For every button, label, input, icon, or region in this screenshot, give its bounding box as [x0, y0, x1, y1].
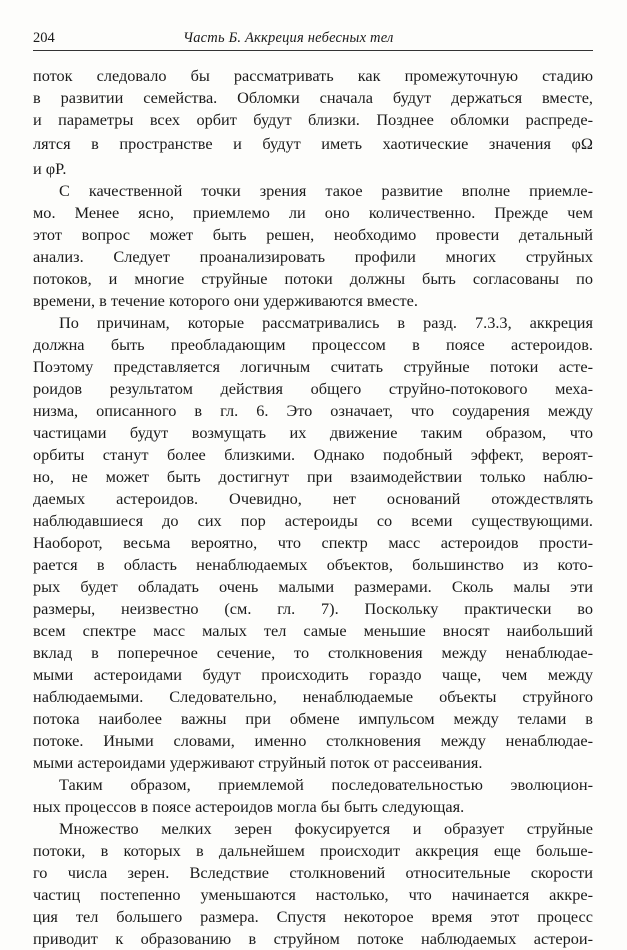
text-line: наблюдавшиеся до сих пор астероиды со всеми существующими.: [33, 511, 593, 530]
text-line: мо. Менее ясно, приемлемо ли оно количественно. Прежде чем: [33, 203, 593, 222]
text-line: этот вопрос может быть решен, необходимо провести детальный: [33, 225, 593, 244]
paragraph-start-line: По причинам, которые рассматривались в разд. 7.3.3, аккреция: [59, 313, 593, 332]
page-number: 204: [33, 30, 55, 46]
text-line: рается в область ненаблюдаемых объектов, большинство из кото-: [33, 555, 593, 574]
text-line: Наоборот, весьма вероятно, что спектр масс астероидов прости-: [33, 533, 593, 552]
text-line: поток следовало бы рассматривать как промежуточную стадию: [33, 66, 593, 85]
page-header: [33, 28, 593, 51]
text-line: и φP.: [33, 159, 67, 178]
text-line: лятся в пространстве и будут иметь хаотические значения φΩ: [33, 134, 593, 153]
text-line: орбиты станут более близкими. Однако подобный эффект, вероят-: [33, 445, 593, 464]
paragraph-start-line: С качественной точки зрения такое развитие вполне приемле-: [59, 181, 593, 200]
text-line: размеры, неизвестно (см. гл. 7). Поскольку практически во: [33, 599, 593, 618]
text-line: мыми астероидами удерживают струйный поток от рассеивания.: [33, 753, 483, 772]
text-line: даемых астероидов. Очевидно, нет оснований отождествлять: [33, 489, 593, 508]
text-line: ция тел большего размера. Спустя некоторое время этот процесс: [33, 907, 593, 926]
text-line: наблюдаемыми. Следовательно, ненаблюдаемые объекты струйного: [33, 687, 593, 706]
text-line: го числа зерен. Вследствие столкновений относительные скорости: [33, 863, 593, 882]
text-line: роидов результатом действия общего струйно-потокового меха-: [33, 379, 593, 398]
text-line: потоки, в которых в дальнейшем происходит аккреция еще большe-: [33, 841, 593, 860]
text-line: Поэтому представляется логичным считать струйные потоки асте-: [33, 357, 593, 376]
text-line: частицами будут возмущать их движение таким образом, что: [33, 423, 593, 442]
text-line: ных процессов в поясе астероидов могла бы быть следующая.: [33, 797, 465, 816]
text-line: приводит к образованию в струйном потоке наблюдаемых астерои-: [33, 929, 593, 948]
paragraph-start-line: Множество мелких зерен фокусируется и образует струйные: [59, 819, 593, 838]
text-line: вклад в поперечное сечение, то столкновения между ненаблюдае-: [33, 643, 593, 662]
text-line: частиц постепенно уменьшаются настолько, что начинается аккре-: [33, 885, 593, 904]
text-line: должна быть преобладающим процессом в поясе астероидов.: [33, 335, 593, 354]
text-line: но, не может быть достигнут при взаимодействии только наблю-: [33, 467, 593, 486]
paragraph-start-line: Таким образом, приемлемой последовательностью эволюцион-: [59, 775, 593, 794]
text-line: потока наиболее важны при обмене импульсом между телами в: [33, 709, 593, 728]
text-line: анализ. Следует проанализировать профили многих струйных: [33, 247, 593, 266]
text-line: низма, описанного в гл. 6. Это означает, что соударения между: [33, 401, 593, 420]
text-line: и параметры всех орбит будут близки. Позднее обломки распреде-: [33, 110, 593, 129]
text-line: рых будет обладать очень малыми размерами. Сколь малы эти: [33, 577, 593, 596]
text-line: потоке. Иными словами, именно столкновения между ненаблюдае-: [33, 731, 593, 750]
text-line: всем спектре масс малых тел самые меньшие вносят наибольший: [33, 621, 593, 640]
running-title: Часть Б. Аккреция небесных тел: [183, 30, 394, 46]
text-line: потоков, и многие струйные потоки должны быть согласованы по: [33, 269, 593, 288]
text-line: времени, в течение которого они удерживаются вместе.: [33, 291, 418, 310]
text-line: мыми астероидами будут происходить гораздо чаще, чем между: [33, 665, 593, 684]
text-line: в развитии семейства. Обломки сначала будут держаться вместе,: [33, 88, 593, 107]
